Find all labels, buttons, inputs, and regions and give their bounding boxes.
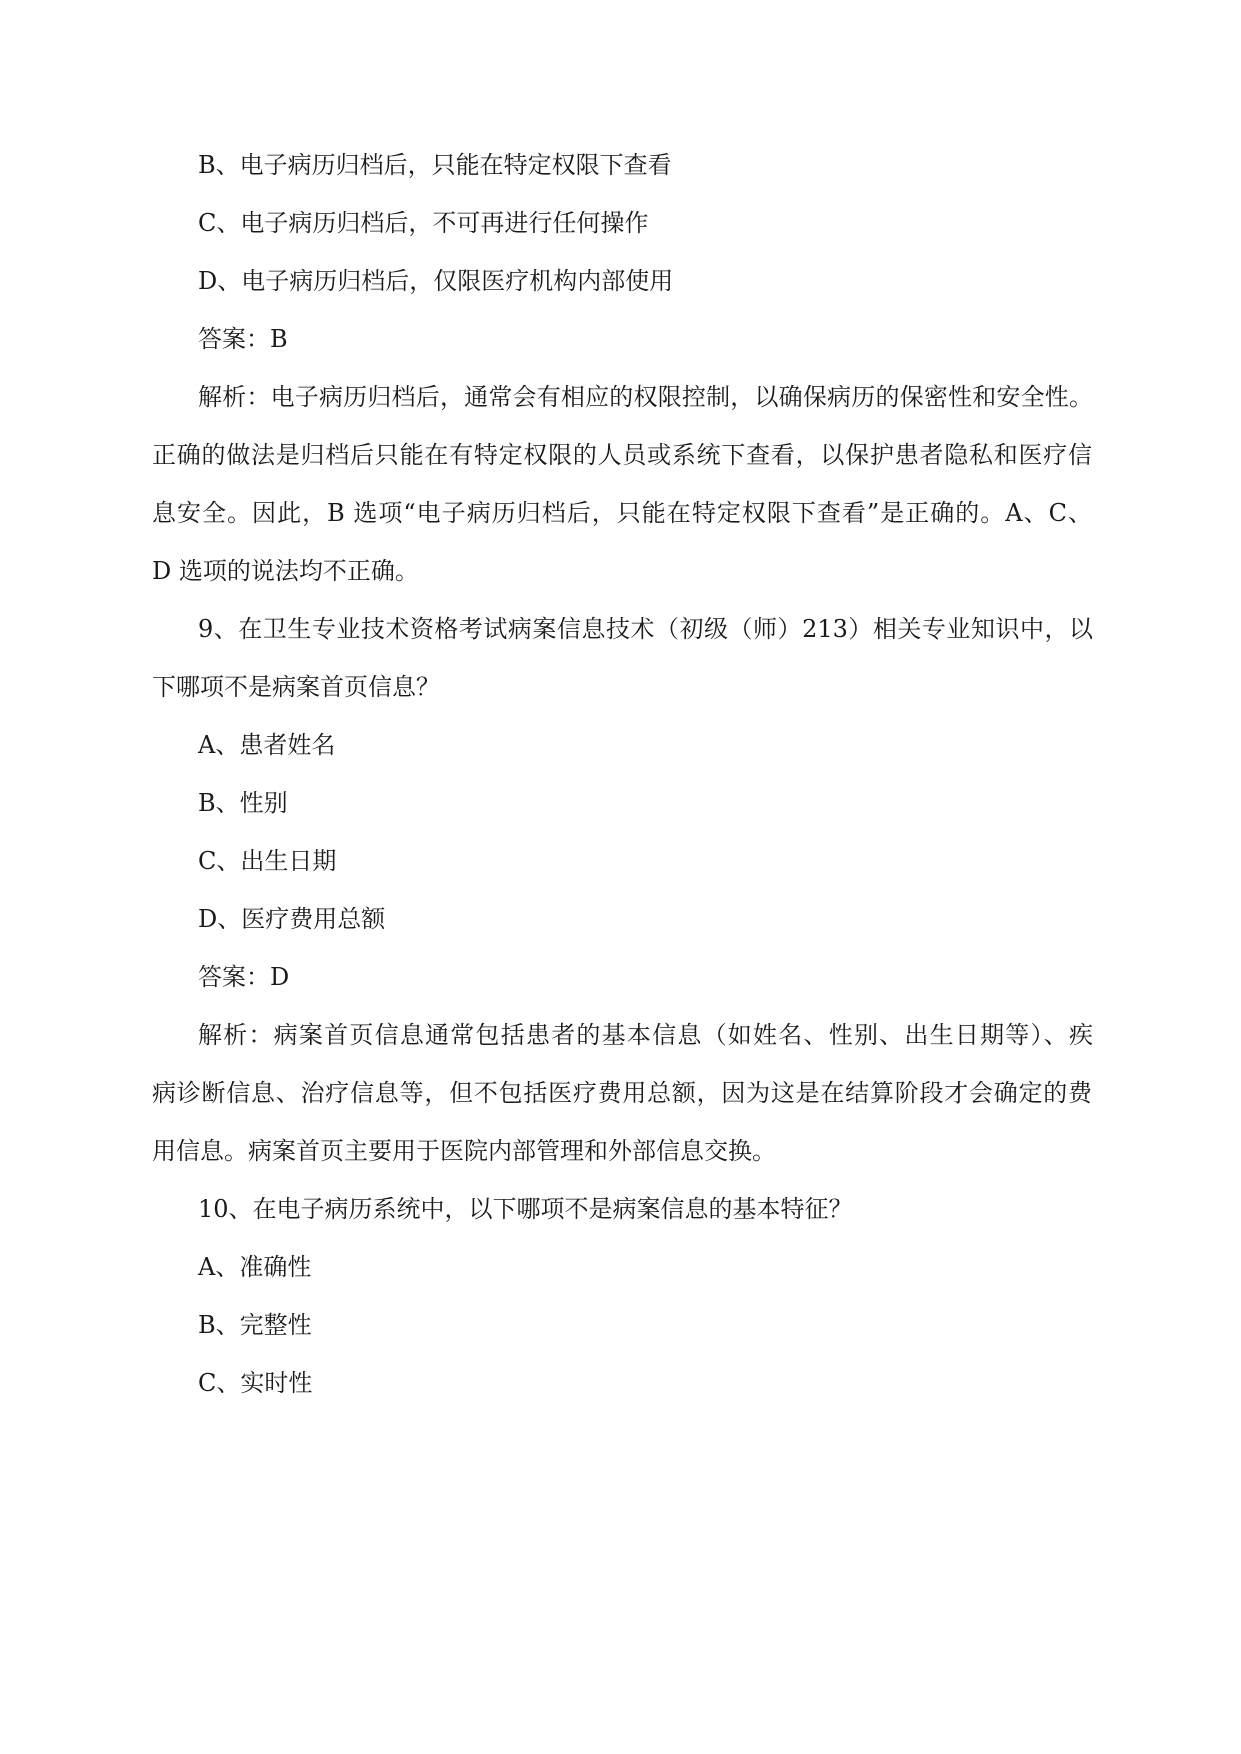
q9-option-a: A、患者姓名: [198, 731, 336, 759]
q8-explanation-line-3: 息安全。因此，B 选项“电子病历归档后，只能在特定权限下查看”是正确的。A、C、: [152, 499, 1092, 527]
q8-explanation-line-2: 正确的做法是归档后只能在有特定权限的人员或系统下查看，以保护患者隐私和医疗信: [152, 441, 1092, 469]
q9-option-d: D、医疗费用总额: [198, 905, 386, 933]
q8-answer: 答案：B: [198, 325, 288, 353]
q9-explanation-line-3: 用信息。病案首页主要用于医院内部管理和外部信息交换。: [152, 1137, 776, 1165]
q9-question-line-2: 下哪项不是病案首页信息？: [152, 673, 440, 701]
q9-answer: 答案：D: [198, 963, 290, 991]
q8-option-c: C、电子病历归档后，不可再进行任何操作: [198, 209, 649, 237]
q9-question-line-1: 9、在卫生专业技术资格考试病案信息技术（初级（师）213）相关专业知识中，以: [198, 615, 1093, 643]
q10-question: 10、在电子病历系统中，以下哪项不是病案信息的基本特征？: [198, 1195, 853, 1223]
q8-explanation-line-1: 解析：电子病历归档后，通常会有相应的权限控制，以确保病历的保密性和安全性。: [198, 383, 1093, 411]
q10-option-b: B、完整性: [198, 1311, 312, 1339]
q9-option-c: C、出生日期: [198, 847, 337, 875]
q8-option-b: B、电子病历归档后，只能在特定权限下查看: [198, 151, 672, 179]
q8-option-d: D、电子病历归档后，仅限医疗机构内部使用: [198, 267, 674, 295]
q10-option-a: A、准确性: [198, 1253, 312, 1281]
q9-explanation-line-1: 解析：病案首页信息通常包括患者的基本信息（如姓名、性别、出生日期等）、疾: [198, 1021, 1093, 1049]
q10-option-c: C、实时性: [198, 1369, 313, 1397]
q8-explanation-line-4: D 选项的说法均不正确。: [152, 557, 419, 585]
q9-option-b: B、性别: [198, 789, 288, 817]
q9-explanation-line-2: 病诊断信息、治疗信息等，但不包括医疗费用总额，因为这是在结算阶段才会确定的费: [152, 1079, 1092, 1107]
